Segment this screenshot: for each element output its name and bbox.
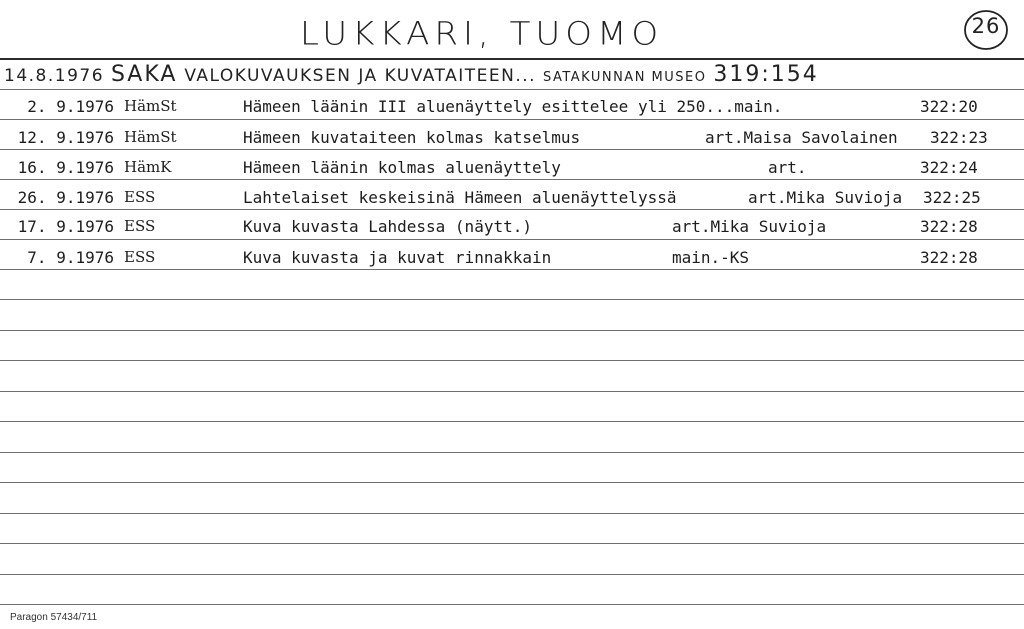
header-rule [0,58,1024,60]
entry-row [0,188,1024,218]
entry-author: art. [768,158,807,177]
first-entry-source: SAKA [110,62,178,87]
entry-source: ESS [124,248,156,266]
entry-author: art.Maisa Savolainen [705,128,898,147]
entry-source: HämK [124,158,172,176]
entry-date: 12. 9.1976 [17,128,114,147]
entry-ref: 322:25 [923,188,981,207]
entry-author: art.Mika Suvioja [672,217,827,236]
first-entry-ref: 319:154 [713,62,819,87]
line-rule [0,391,1024,392]
entry-date: 7. 9.1976 [27,248,114,267]
entry-author: art.Mika Suvioja [748,188,903,207]
entry-ref: 322:20 [920,97,978,116]
line-rule [0,299,1024,300]
card-number: 26 [971,14,1001,38]
line-rule [0,482,1024,483]
entry-date: 16. 9.1976 [17,158,114,177]
first-entry-date: 14.8.1976 [4,66,105,86]
entry-ref: 322:28 [920,217,978,236]
entry-row [0,158,1024,188]
entry-source: HämSt [124,97,177,115]
entry-date: 26. 9.1976 [17,188,114,207]
entry-title: Hämeen kuvataiteen kolmas katselmus [243,128,581,147]
entry-title: Kuva kuvasta ja kuvat rinnakkain [243,248,552,267]
printer-mark: Paragon 57434/711 [10,612,98,623]
entry-row [0,128,1024,158]
entry-title: Kuva kuvasta Lahdessa (näytt.) [243,217,532,236]
entry-date: 2. 9.1976 [27,97,114,116]
line-rule [0,330,1024,331]
entry-date: 17. 9.1976 [17,217,114,236]
line-rule [0,421,1024,422]
line-rule [0,89,1024,90]
entry-author: main.-KS [672,248,750,267]
line-rule [0,574,1024,575]
entry-source: ESS [124,217,156,235]
entry-title: Hämeen läänin III aluenäyttely esittelee yli 250...main. [243,97,783,116]
entry-title: Lahtelaiset keskeisinä Hämeen aluenäyttelyssä [243,188,677,207]
line-rule [0,604,1024,605]
entry-row [0,97,1024,127]
entry-ref: 322:24 [920,158,978,177]
first-entry-title: VALOKUVAUKSEN JA KUVATAITEEN... [184,66,537,86]
entry-source: HämSt [124,128,177,146]
first-entry-venue: SATAKUNNAN MUSEO [542,70,707,85]
card-number-badge [962,8,1010,52]
entry-ref: 322:23 [930,128,988,147]
first-entry [4,62,819,87]
entry-title: Hämeen läänin kolmas aluenäyttely [243,158,561,177]
entry-source: ESS [124,188,156,206]
line-rule [0,360,1024,361]
entry-ref: 322:28 [920,248,978,267]
entry-row [0,217,1024,247]
line-rule [0,513,1024,514]
line-rule [0,543,1024,544]
entry-row [0,248,1024,278]
line-rule [0,452,1024,453]
card-name: LUKKARI, TUOMO [300,15,664,53]
